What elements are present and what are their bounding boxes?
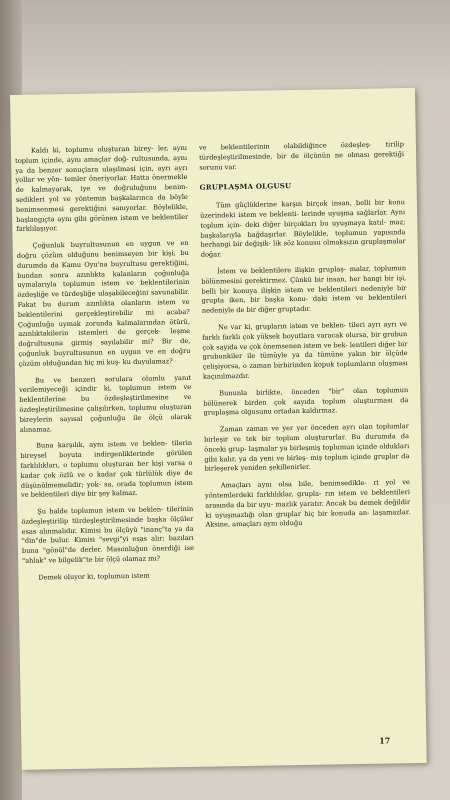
paragraph: Çoğunluk buyrultusunun en uygun ve en doğru çözüm olduğunu benimseyen bir kişi, bu durumda da Kamu Oyu'na buyrultusu gerektiğini, bundan sonra azınlıkta kalanların çoğunluğa uymalarıyla toplumun istem ve beklentilerinin özdeşliğe ve türdeşliğe ulaşabileceğini savunabilir. Fakat bu durum azınlıkta olanların istem ve beklentilerini gerçekleştirebilir mi acaba? Çoğunluğa uymak zorunda kalmalarından ötürü, azınlıktakilerin istemleri de gerçek- leşme doğrultusuna girmiş sayılabilir mi? Bir de, çoğunluk buyrultusunun en uygun ve en doğru çözüm olduğundan hiç mi kuş- ku duyulamaz? [16, 239, 191, 368]
paragraph: Demek oluyor ki, toplumun istem [38, 571, 150, 582]
right-column [199, 140, 411, 538]
paragraph: Bu ve benzeri sorulara olumlu yanıt verilemiyeceği içindir ki, toplumun istem ve beklentilerine bu özdeşleştirilmesine ve özdeşleştirilmesine çalışılırken, toplumu oluşturan bireylerin sayısal çoğunluğu ile ölçü olarak alınamaz. [19, 373, 192, 434]
paragraph: Tüm güçlüklerine karşın birçok insan, belli bir konu üzerindeki istem ve beklenti- lerinde uyuşma sağlarlar. Aynı toplum için- deki diğer birçokları bu uyuşmaya katıl- maz; başkalarıyla bağdaşırlar. Böylelikle, toplumun yapısında herhangi bir değişik- lik söz konusu olmaksızın gruplaşmalar doğar. [200, 198, 406, 259]
left-column [11, 144, 195, 591]
page-number: 17 [379, 735, 391, 746]
paragraph: Bununla birlikte, önceden "bir" olan toplumun bölünerek birden çok sayıda toplum oluşturması da gruplaşma olgusunu ortadan kaldırmaz. [203, 385, 409, 417]
paragraph: Ne var ki, grupların istem ve beklen- tileri ayrı ayrı ve farklı farklı çok yüksek boyutlara varacak olursa, bir grubun çok sayıda ve çok önemsenen istem ve bek- lentileri diğer bir grubunkiler ile tümüyle ya da tümüne yakın bir ölçüde çelişiyorsa, o zaman birbirinden kopuk toplumların oluşması kaçınılmazdır. [202, 320, 408, 381]
paragraph-continuation: ve beklentilerinin olabildiğince özdeşleş- tirilip türdeşleştirilmesinde, bir de ölçünün ne olması gerektiği sorunu var. [198, 140, 405, 172]
book-page [10, 88, 427, 770]
section-heading: GRUPLAŞMA OLGUSU [199, 181, 292, 193]
paragraph: İstem ve beklentilere ilişkin gruplaş- malar, toplumun bölünmesini gerektirmez. Çünkü bir insan, her hangi bir işi, belli bir konuya ilişkin istem ve beklentileri nedeniyle bir grupta iken, bir başka konu- daki istem ve beklentileri nedeniyle de bir diğer gruptadır. [201, 264, 407, 315]
paragraph: Amaçları aynı olsa bile, benimsedikle- ri yol ve yöntemlerdeki farklılıklar, grupla- rın istem ve beklentileri arasında da bir uyu- mazlık yaratır. Ancak bu demek değildir ki uyuşmazlığı olan gruplar hiç bir konuda an- laşamazlar. Aksine, amaçları aynı olduğu [204, 478, 411, 529]
paragraph: Zaman zaman ve yer yer önceden ayrı olan toplumlar birleşir ve tek bir toplum oluştururlar. Bu durumda da önceki grup- laşmalar ya birleşmiş toplumun içinde oldukları gibi kalır, ya da yeni ve birleş- miş toplum içinde gruplar da birleşerek yeniden şekillenirler. [203, 422, 410, 473]
paragraph: Buna karşılık, aynı istem ve beklen- tilerin bireysel boyuta indirgenliklerinde görülen farklılıkları, o toplumu oluşturan her kişi varsa o kadar çok özlü ve o kadar çok türlülük diye de düşünülmemelidir; yok- sa, orada toplumun istem ve beklentileri diye bir şey kalmaz. [20, 439, 193, 500]
paragraph: Şu halde toplumun istem ve beklen- tilerinin özdeşleştirilip türdeşleştirilmesinde başka ölçüler esas alınmalıdır. Kimisi bu ölçüyü "inanç"ta ya da "din"de bulur. Kimisi "sevgi"yi esas alır; bazıları buna "gönül"de derler. Masonluğun önerdiği ise "ahlak" ve bilgelik"te bir ölçü olamaz mı? [21, 504, 195, 565]
paragraph: Kaldı ki, toplumu oluşturan birey- ler, aynı toplum içinde, aynı amaçlar doğ- rultusunda, aynı ya da benzer sonuçlara ulaşılmasi için, ayrı ayrı yollar ve yön- temler öneriyorlar. Hatta önermekle de kalmayarak, iye ve doğruluğunu benim- sedikleri yol ve yöntemin başkalarınca da böyle benimsenmesi gerektiğini sanıyorlar. Böylelikle, başlangıçta aynı gibi görünen istem ve beklentiler farklılaşıyor. [15, 143, 189, 234]
